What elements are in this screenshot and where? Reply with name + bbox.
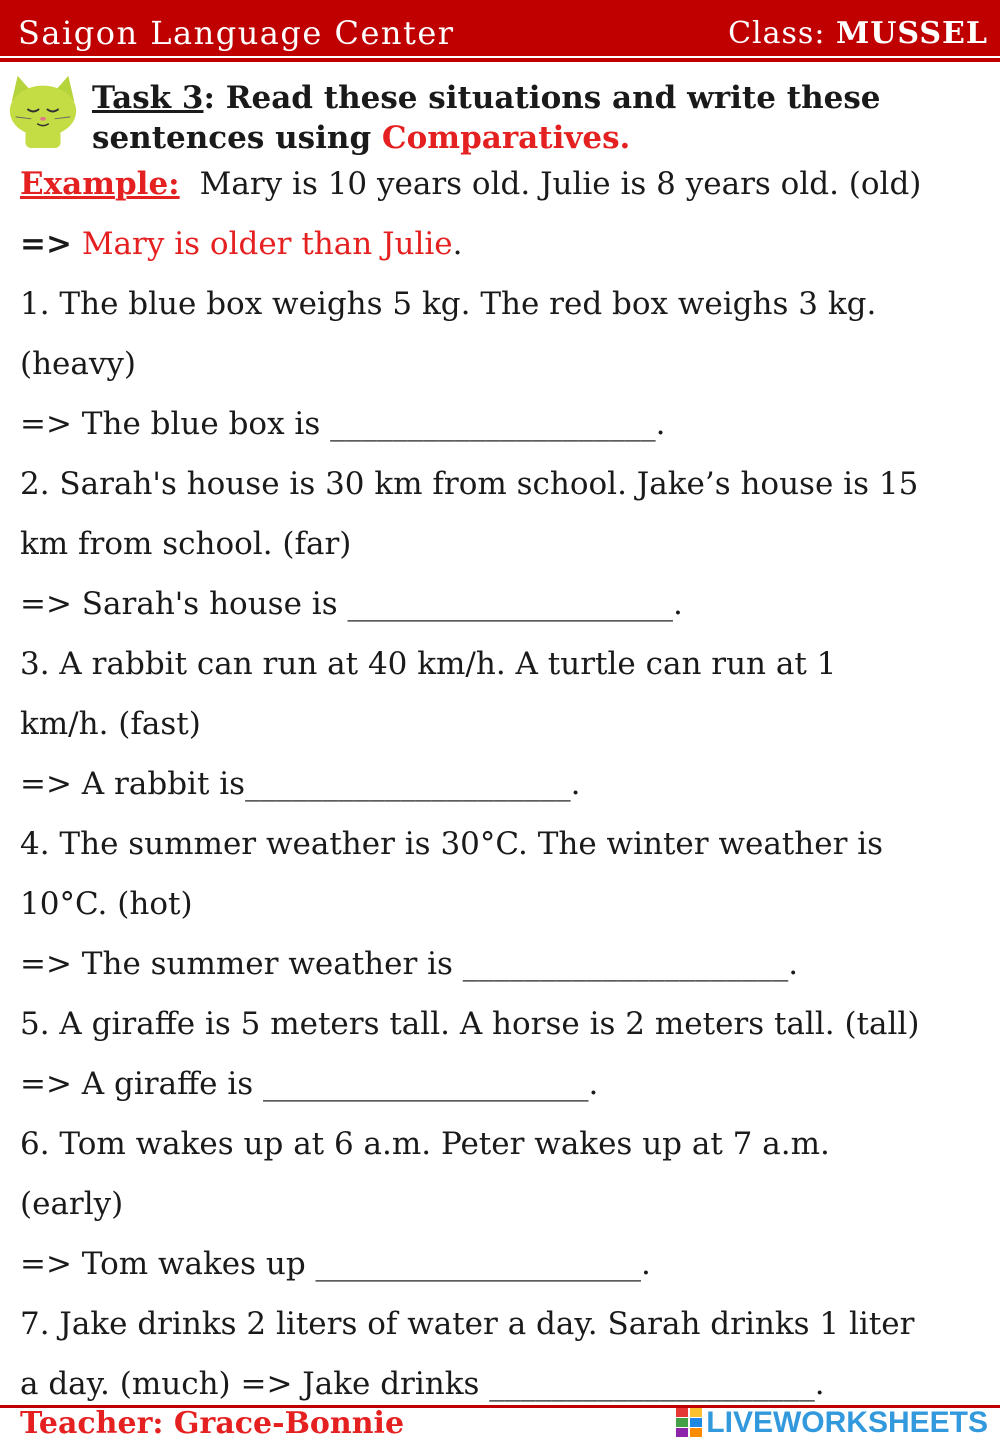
header-rule	[0, 58, 1000, 62]
answer-line[interactable]: => A giraffe is _____________________.	[20, 1066, 599, 1102]
answer-line[interactable]: => A rabbit is_____________________.	[20, 766, 581, 802]
example-arrow: =>	[20, 226, 72, 262]
answer-line[interactable]: => Tom wakes up _____________________.	[20, 1246, 651, 1282]
task-highlight: Comparatives.	[381, 120, 631, 156]
question-line: 7. Jake drinks 2 liters of water a day. Sarah drinks 1 liter	[20, 1306, 915, 1342]
question-line: 10°C. (hot)	[20, 886, 193, 922]
answer-line[interactable]: a day. (much) => Jake drinks _____________________.	[20, 1366, 825, 1402]
example-label: Example:	[20, 166, 180, 202]
question-line: (early)	[20, 1186, 124, 1222]
question-line: 1. The blue box weighs 5 kg. The red box weighs 3 kg.	[20, 286, 877, 322]
cat-mascot-icon	[4, 72, 82, 150]
answer-line[interactable]: => The summer weather is _____________________.	[20, 946, 799, 982]
example-answer: Mary is older than Julie	[81, 226, 453, 262]
class-label: Class:	[728, 16, 826, 51]
liveworksheets-blocks-icon	[676, 1408, 702, 1438]
task-text: : Read these situations and write these	[203, 80, 881, 116]
example-end: .	[452, 226, 463, 262]
class-info	[728, 16, 988, 51]
question-line: km/h. (fast)	[20, 706, 201, 742]
example-text: Mary is 10 years old. Julie is 8 years old. (old)	[199, 166, 922, 202]
question-line: 6. Tom wakes up at 6 a.m. Peter wakes up at 7 a.m.	[20, 1126, 830, 1162]
example-line	[20, 164, 921, 204]
task-instruction	[92, 78, 992, 158]
question-line: 2. Sarah's house is 30 km from school. Jake’s house is 15	[20, 466, 919, 502]
question-line: 3. A rabbit can run at 40 km/h. A turtle can run at 1	[20, 646, 837, 682]
question-line: 4. The summer weather is 30°C. The winter weather is	[20, 826, 884, 862]
answer-line[interactable]: => The blue box is _____________________.	[20, 406, 666, 442]
question-line: (heavy)	[20, 346, 137, 382]
class-name: MUSSEL	[835, 16, 988, 51]
header-bar	[0, 0, 1000, 56]
example-answer-line	[20, 224, 463, 264]
task-label: Task 3	[92, 80, 204, 116]
task-text-2: sentences using	[92, 120, 382, 156]
center-name: Saigon Language Center	[18, 14, 455, 52]
answer-line[interactable]: => Sarah's house is _____________________.	[20, 586, 683, 622]
teacher-name: Teacher: Grace-Bonnie	[20, 1406, 405, 1441]
liveworksheets-logo	[676, 1406, 988, 1440]
question-line: 5. A giraffe is 5 meters tall. A horse is 2 meters tall. (tall)	[20, 1006, 920, 1042]
question-line: km from school. (far)	[20, 526, 352, 562]
brand-text: LIVEWORKSHEETS	[706, 1406, 988, 1439]
